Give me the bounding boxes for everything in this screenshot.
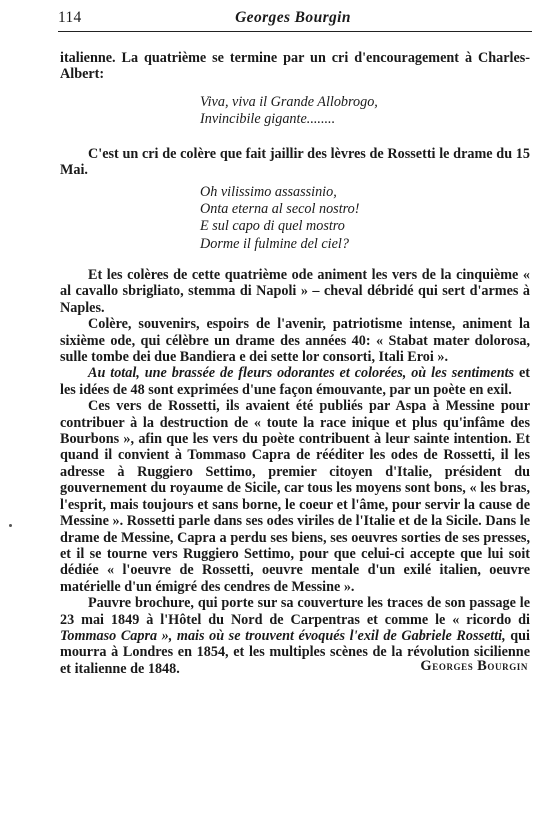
italic-phrase: Au total, une brassée de fleurs odorantes et colorées, où les sentiments	[88, 365, 515, 382]
verse-line: Dorme il fulmine del ciel?	[200, 235, 349, 252]
verse-quote-1	[200, 94, 500, 128]
author-signature: Georges Bourgin	[420, 658, 528, 674]
opening-paragraph-text: italienne. La quatrième se termine par un cri d'encouragement à Charles-Albert:	[60, 50, 530, 83]
verse-line: Viva, viva il Grande Allobrogo,	[200, 94, 378, 110]
text-run: Pauvre brochure, qui porte sur sa couverture les traces de son passage le 23 mai 1849 à l'Hôtel du Nord de Carpentras et comme le « ricordo di	[60, 595, 530, 628]
verse-line: E sul capo di quel mostro	[200, 218, 345, 235]
header-rule	[58, 31, 532, 32]
body-text	[60, 267, 530, 677]
body-paragraph: Colère, souvenirs, espoirs de l'avenir, patriotisme intense, animent la sixième ode, qui célèbre un drame des années 40: « Stabat mater dolorosa, sulle tombe dei due Bandiera e dei sette lor consorti, Itali Eroi ».	[60, 316, 530, 366]
body-paragraph: Ces vers de Rossetti, ils avaient été publiés par Aspa à Messine pour contribuer à la destruction de « toute la race inique et plus qu'infâme des Bourbons », afin que les vers du poète contribuent à leur sainte intention. Et quand il convient à Tommaso Capra de rééditer les odes de Rossetti, il les adresse à Ruggiero Settimo, premier citoyen d'Italie, président du gouvernement du royaume de Sicile, car tous les moyens sont bons, « les bras, l'esprit, mais toujours et sans borne, le coeur et l'âme, pour servir la cause de Messine ». Rossetti parle dans ses odes viriles de l'Italie et de la Sicile. Dans le drame de Messine, Capra a perdu ses biens, ses oeuvres sorties de ses presses, et il se tourne vers Ruggiero Settimo, pour que celui-ci accepte que lui soit dédiée « l'oeuvre de Rossetti, oeuvre mentale d'un exilé italien, oeuvre matérielle d'un émigré des cendres de Messine ».	[60, 398, 530, 595]
verse-line: Invincibile gigante........	[200, 111, 336, 128]
text-run: qui mourra à Londres en 1854, et les multiples scènes de la révolution sicilienne et italienne de 1848.	[60, 627, 530, 677]
text-run: et les idées de 48 sont exprimées d'une façon émouvante, par un poète en exil.	[60, 365, 531, 398]
page-number: 114	[58, 9, 82, 26]
running-title: Georges Bourgin	[235, 9, 351, 26]
opening-paragraph	[60, 50, 530, 83]
verse-quote-2	[200, 184, 500, 253]
page-header	[58, 9, 528, 31]
verse-line: Oh vilissimo assassinio,	[200, 184, 337, 200]
margin-speck	[9, 524, 12, 527]
paragraph-cri-text: C'est un cri de colère que fait jaillir des lèvres de Rossetti le drame du 15 Mai.	[60, 146, 530, 179]
verse-line: Onta eterna al secol nostro!	[200, 201, 360, 218]
italic-phrase: Tommaso Capra », mais où se trouvent évoqués l'exil de Gabriele Rossetti,	[60, 627, 506, 644]
body-paragraph: Et les colères de cette quatrième ode animent les vers de la cinquième « al cavallo sbrigliato, stemma di Napoli » – cheval débridé qui sert d'armes à Naples.	[60, 267, 530, 316]
body-paragraph	[60, 365, 530, 398]
paragraph-cri	[60, 146, 530, 179]
